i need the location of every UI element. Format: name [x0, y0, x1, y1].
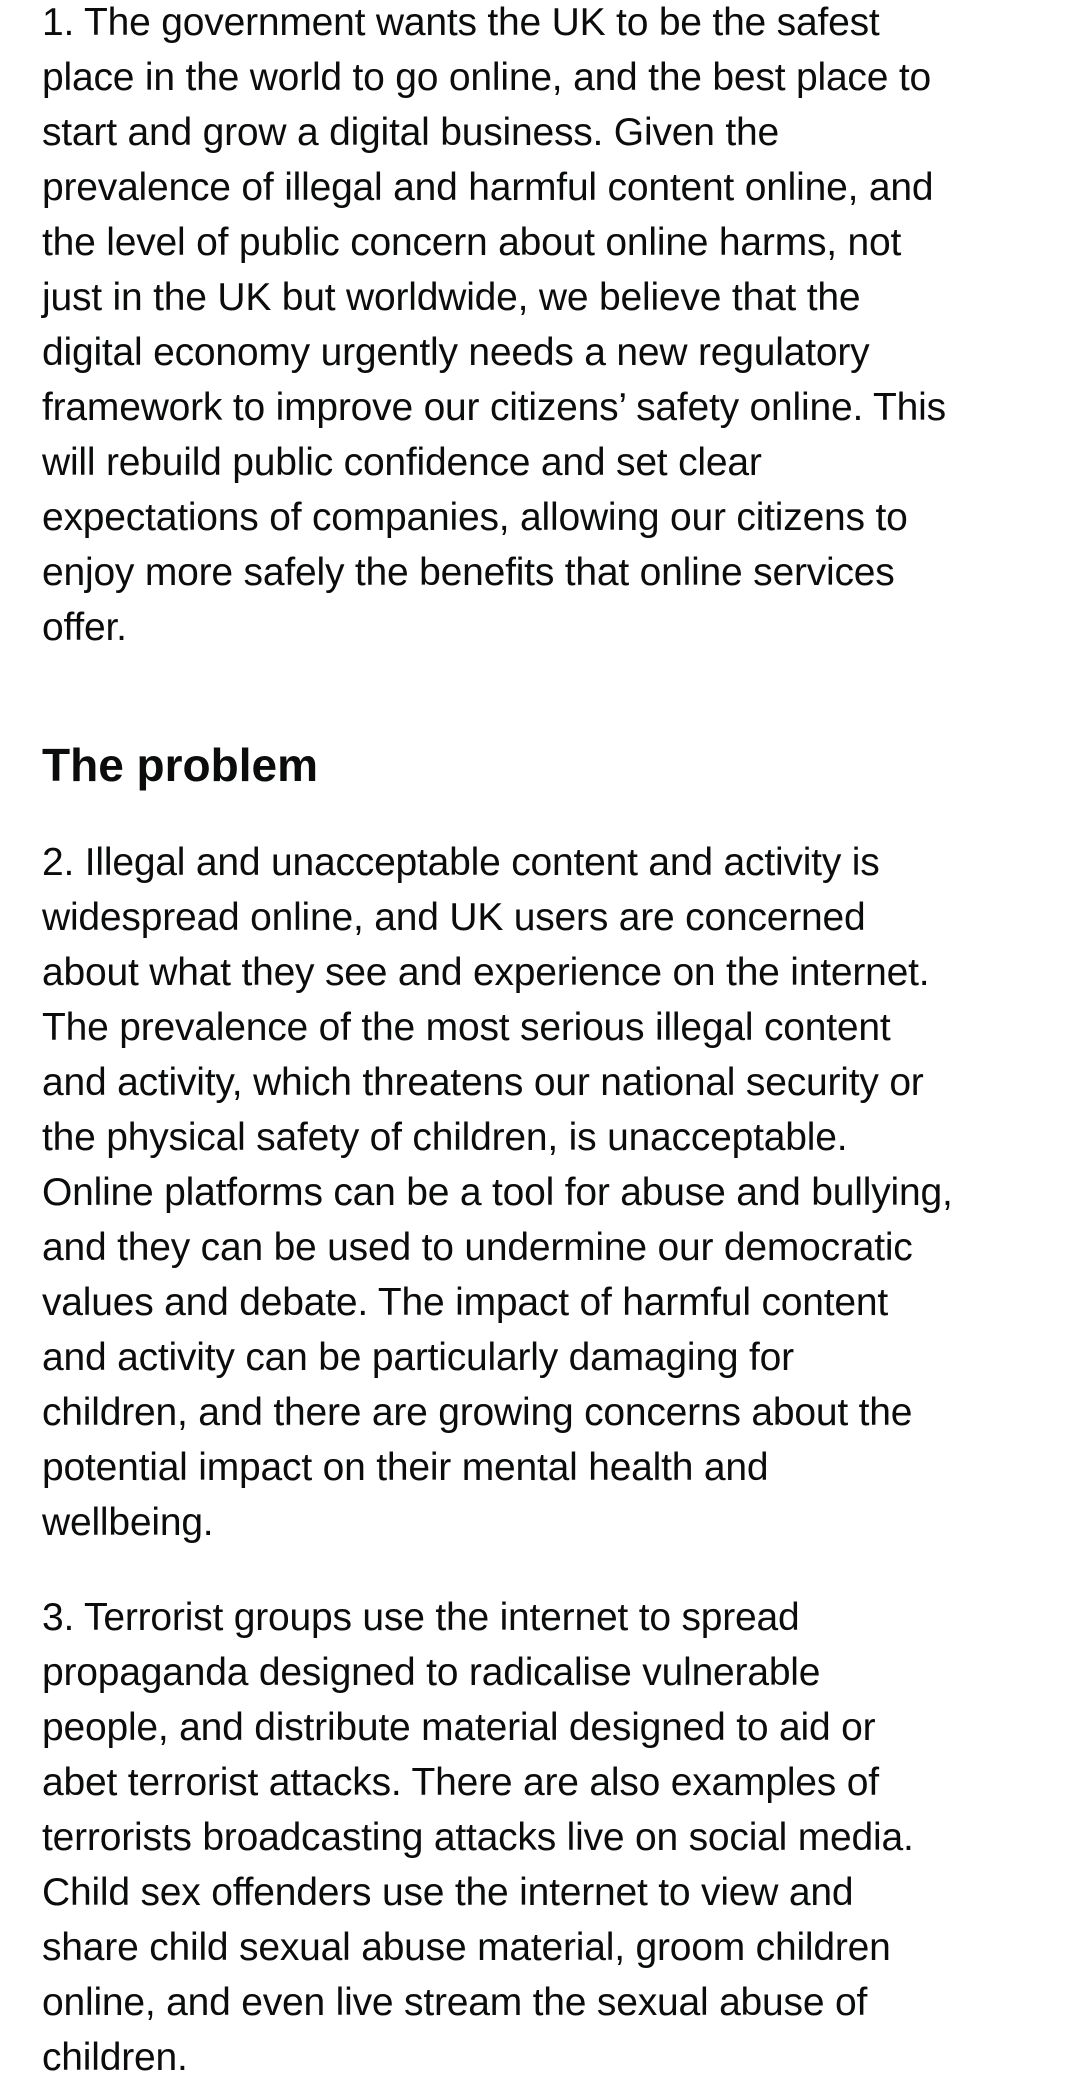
paragraph-line: digital economy urgently needs a new regulatory — [42, 331, 870, 374]
paragraph-line: potential impact on their mental health and — [42, 1446, 769, 1489]
paragraph-line: The prevalence of the most serious illegal content — [42, 1006, 891, 1049]
paragraph-line: offer. — [42, 606, 127, 649]
document-body — [42, 0, 1062, 2079]
paragraph-line: children. — [42, 2036, 188, 2079]
paragraph-line: and activity, which threatens our national security or — [42, 1061, 924, 1104]
paragraph-line: children, and there are growing concerns about the — [42, 1391, 913, 1434]
paragraph-line: just in the UK but worldwide, we believe that the — [42, 276, 861, 319]
paragraph-line: enjoy more safely the benefits that online services — [42, 551, 895, 594]
paragraph-line: the physical safety of children, is unacceptable. — [42, 1116, 848, 1159]
paragraph-line: and activity can be particularly damaging for — [42, 1336, 794, 1379]
paragraph-line: 2. Illegal and unacceptable content and activity is — [42, 841, 880, 884]
paragraph-line: the level of public concern about online harms, not — [42, 221, 902, 264]
paragraph-line: will rebuild public confidence and set clear — [42, 441, 762, 484]
paragraph-line: about what they see and experience on the internet. — [42, 951, 930, 994]
paragraph-line: values and debate. The impact of harmful content — [42, 1281, 889, 1324]
paragraph-line: widespread online, and UK users are concerned — [42, 896, 866, 939]
paragraph-line: place in the world to go online, and the best place to — [42, 56, 931, 99]
paragraph-line: people, and distribute material designed to aid or — [42, 1706, 876, 1749]
paragraph-line: online, and even live stream the sexual abuse of — [42, 1981, 868, 2024]
paragraph-line: wellbeing. — [42, 1501, 214, 1544]
paragraph-line: propaganda designed to radicalise vulnerable — [42, 1651, 821, 1694]
paragraph-line: 3. Terrorist groups use the internet to spread — [42, 1596, 800, 1639]
paragraph-line: share child sexual abuse material, groom children — [42, 1926, 891, 1969]
paragraph-line: Child sex offenders use the internet to view and — [42, 1871, 854, 1914]
section-heading: The problem — [42, 739, 319, 791]
paragraph-line: framework to improve our citizens’ safety online. This — [42, 386, 946, 429]
paragraph-3 — [42, 1590, 914, 2085]
paragraph-line: Online platforms can be a tool for abuse and bullying, — [42, 1171, 953, 1214]
paragraph-line: start and grow a digital business. Given the — [42, 111, 779, 154]
paragraph-line: terrorists broadcasting attacks live on social media. — [42, 1816, 914, 1859]
paragraph-line: 1. The government wants the UK to be the safest — [42, 1, 880, 44]
paragraph-line: expectations of companies, allowing our citizens to — [42, 496, 908, 539]
paragraph-2 — [42, 835, 953, 1550]
paragraph-line: prevalence of illegal and harmful content online, and — [42, 166, 934, 209]
paragraph-1 — [42, 0, 1062, 655]
paragraph-line: abet terrorist attacks. There are also examples of — [42, 1761, 879, 1804]
paragraph-line: and they can be used to undermine our democratic — [42, 1226, 913, 1269]
